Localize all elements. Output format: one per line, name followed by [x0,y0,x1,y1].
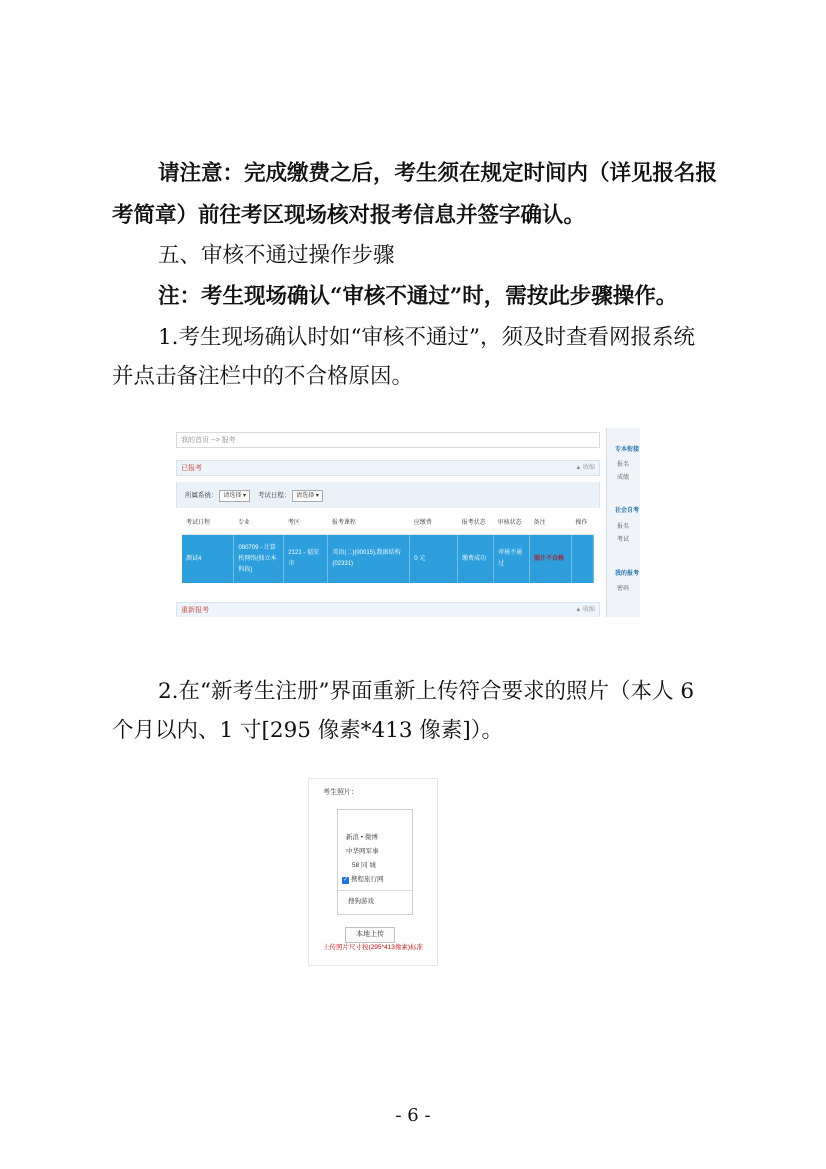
step2-line-2: 个月以内、1 寸[295 像素*413 像素]）。 [112,718,504,743]
filter-bar [176,482,600,508]
table-cell: 英语(二)(00015),数据结构(02331) [328,535,410,584]
table-row[interactable] [182,535,594,584]
col-header: 备注 [530,508,572,535]
col-header: 报考课程 [328,508,410,535]
panel-reregister-header[interactable] [176,602,600,617]
page-number: - 6 - [395,1105,431,1126]
sidebar-item[interactable]: 报名 [617,462,630,468]
upload-hint: 上传照片尺寸按(295*413像素)标准 [322,944,424,951]
col-header: 报考状态 [458,508,494,535]
photo-menu-item: 搜狗游戏 [348,898,374,905]
photo-divider [338,890,412,891]
table-cell: 2121 - 福安市 [284,535,328,584]
photo-label: 考生照片： [323,789,358,796]
photo-menu-item-checked [342,874,384,884]
panel-reregister-title: 重新报考 [181,607,209,614]
breadcrumb[interactable]: 我的首页 --> 报考 [176,432,600,448]
table-cell [571,535,593,584]
panel-registered-title: 已报考 [181,465,202,472]
panel-registered-header[interactable] [176,460,600,476]
step1-line-2: 并点击备注栏中的不合格原因。 [112,364,414,389]
col-header: 审核状态 [494,508,530,535]
filter-schedule-label: 考试日程： [257,492,291,499]
collapse-button[interactable]: ▲ 收缩 [575,607,595,613]
sidebar-item[interactable]: 成绩 [617,475,630,481]
filter-system-select[interactable]: 请选择 ▾ [219,490,250,502]
local-upload-button[interactable]: 本地上传 [345,927,395,943]
step1-line-1: 1.考生现场确认时如“审核不通过”，须及时查看网报系统 [158,325,695,350]
section-heading: 五、审核不通过操作步骤 [158,243,395,268]
notice-line-2: 考简章）前往考区现场核对报考信息并签字确认。 [112,203,586,228]
col-header: 考试日程 [182,508,234,535]
photo-menu-item: 中华网军事 [346,848,379,855]
failure-reason-link[interactable]: 照片不合格 [530,535,572,584]
table-cell: 0 元 [410,535,458,584]
filter-schedule-value: 请选择 [296,493,315,499]
sidebar-heading: 专本衔接 [615,447,640,453]
sidebar-item[interactable]: 报名 [617,524,630,530]
filter-schedule-select[interactable]: 请选择 ▾ [292,490,323,502]
photo-menu-item: 58 同 城 [352,862,376,869]
col-header: 操作 [571,508,593,535]
col-header: 考区 [284,508,328,535]
table-cell: 审核不通过 [494,535,530,584]
sidebar-heading: 我的报考 [615,571,640,577]
filter-system-label: 所属系统： [185,492,218,499]
sidebar-heading: 社会自考 [615,508,640,514]
notice-line-1: 请注意：完成缴费之后，考生须在规定时间内（详见报名报 [158,161,718,186]
checkbox-icon: ✓ [342,877,349,883]
col-header: 应缴费 [410,508,458,535]
screenshot-photo-upload [308,778,438,966]
registration-table [182,508,594,583]
filter-system-value: 请选择 [223,493,242,499]
col-header: 专业 [234,508,284,535]
table-cell: 测试4 [182,535,234,584]
photo-menu-item-label: 携程旅行网 [351,876,384,883]
step2-line-1: 2.在“新考生注册”界面重新上传符合要求的照片（本人 6 [158,679,695,704]
sidebar-item[interactable]: 考试 [617,537,630,543]
screenshot-exam-registration [174,428,640,617]
sidebar [606,428,640,617]
photo-preview [337,809,413,915]
photo-menu-item: 新浪 • 微博 [346,834,378,841]
table-cell: 080709 - 计算机网络(独立本科段) [234,535,284,584]
sidebar-item[interactable]: 密码 [617,586,630,592]
note-line: 注：考生现场确认“审核不通过”时，需按此步骤操作。 [158,284,678,309]
collapse-button[interactable]: ▲ 收缩 [575,465,595,471]
collapse-label: 收缩 [582,607,595,613]
table-cell: 缴费成功 [458,535,494,584]
collapse-label: 收缩 [582,465,595,471]
